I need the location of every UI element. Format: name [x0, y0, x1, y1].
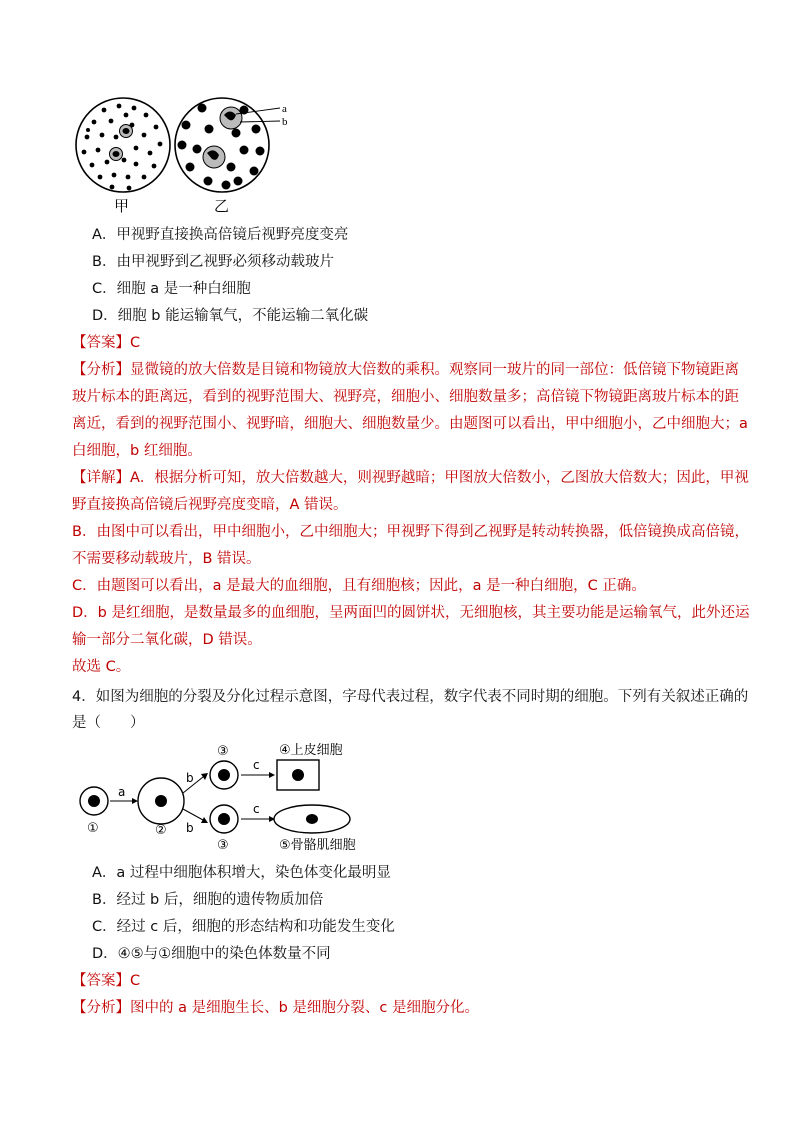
q3-detail-line-5: C．由题图可以看出，a 是最大的血细胞，且有细胞核；因此，a 是一种白细胞，C 正确。 [72, 578, 646, 594]
q3-analysis-line-1: 【分析】显微镜的放大倍数是目镜和物镜放大倍数的乘积。观察同一玻片的同一部位：低倍镜下物镜距离 [72, 362, 739, 378]
q3-option-b: B．由甲视野到乙视野必须移动载玻片 [92, 254, 334, 270]
microscope-fields-figure [74, 95, 304, 217]
field-jia-dots [82, 104, 163, 191]
cell-process-figure [72, 738, 392, 853]
field-yi-white-cells [203, 107, 242, 168]
label-5: ⑤骨骼肌细胞 [279, 838, 356, 853]
label-c-bottom: c [253, 802, 260, 816]
q3-analysis-line-4: 白细胞，b 红细胞。 [72, 443, 202, 459]
q3-detail-line-8: 故选 C。 [72, 659, 131, 675]
callout-b: b [282, 116, 288, 128]
q3-detail-line-3: B．由图中可以看出，甲中细胞小，乙中细胞大；甲视野下得到乙视野是转动转换器，低倍镜换成高倍镜， [72, 524, 749, 540]
q3-option-d: D．细胞 b 能运输氧气，不能运输二氧化碳 [92, 308, 369, 324]
q4-stem-line-2: 是（ ） [72, 715, 145, 731]
label-b-top: b [186, 771, 194, 785]
q3-analysis-line-3: 离近，看到的视野范围小、视野暗，细胞大、细胞数量少。由题图可以看出，甲中细胞小，乙中细胞大；a [72, 416, 748, 432]
label-jia: 甲 [114, 197, 130, 215]
q4-option-c: C．经过 c 后，细胞的形态结构和功能发生变化 [92, 919, 395, 935]
field-jia-white-cells [110, 125, 133, 161]
q3-option-a: A．甲视野直接换高倍镜后视野亮度变亮 [92, 227, 349, 243]
q3-detail-line-2: 野直接换高倍镜后视野亮度变暗，A 错误。 [72, 497, 348, 513]
q3-option-c: C．细胞 a 是一种白细胞 [92, 281, 251, 297]
label-4: ④上皮细胞 [279, 743, 343, 758]
q4-analysis: 【分析】图中的 a 是细胞生长、b 是细胞分裂、c 是细胞分化。 [72, 1000, 479, 1016]
field-jia [76, 98, 170, 192]
label-1: ① [87, 821, 99, 836]
q3-detail-line-6: D．b 是红细胞，是数量最多的血细胞，呈两面凹的圆饼状，无细胞核，其主要功能是运输氧气，此外还运 [72, 605, 750, 621]
q4-option-d: D．④⑤与①细胞中的染色体数量不同 [92, 946, 331, 962]
q4-stem-line-1: 4．如图为细胞的分裂及分化过程示意图，字母代表过程，数字代表不同时期的细胞。下列有关叙述正确的 [72, 689, 749, 705]
q4-answer: 【答案】C [72, 973, 141, 989]
q4-option-b: B．经过 b 后，细胞的遗传物质加倍 [92, 892, 324, 908]
q3-answer: 【答案】C [72, 335, 141, 351]
label-3-top: ③ [217, 744, 229, 759]
q3-analysis-line-2: 玻片标本的距离远，看到的视野范围大、视野亮，细胞小、细胞数量多；高倍镜下物镜距离玻片标本的距 [72, 389, 739, 405]
q3-detail-line-4: 不需要移动载玻片，B 错误。 [72, 551, 261, 567]
label-b-bottom: b [186, 821, 194, 835]
label-3-bottom: ③ [217, 838, 229, 853]
callout-a: a [282, 103, 287, 115]
label-a: a [118, 785, 126, 799]
label-c-top: c [253, 758, 260, 772]
q3-detail-line-1: 【详解】A．根据分析可知，放大倍数越大，则视野越暗；甲图放大倍数小，乙图放大倍数大；因此，甲视 [72, 470, 749, 486]
label-yi: 乙 [214, 197, 230, 215]
q4-option-a: A．a 过程中细胞体积增大，染色体变化最明显 [92, 865, 391, 881]
label-2: ② [155, 823, 167, 838]
q3-detail-line-7: 输一部分二氧化碳，D 错误。 [72, 632, 262, 648]
